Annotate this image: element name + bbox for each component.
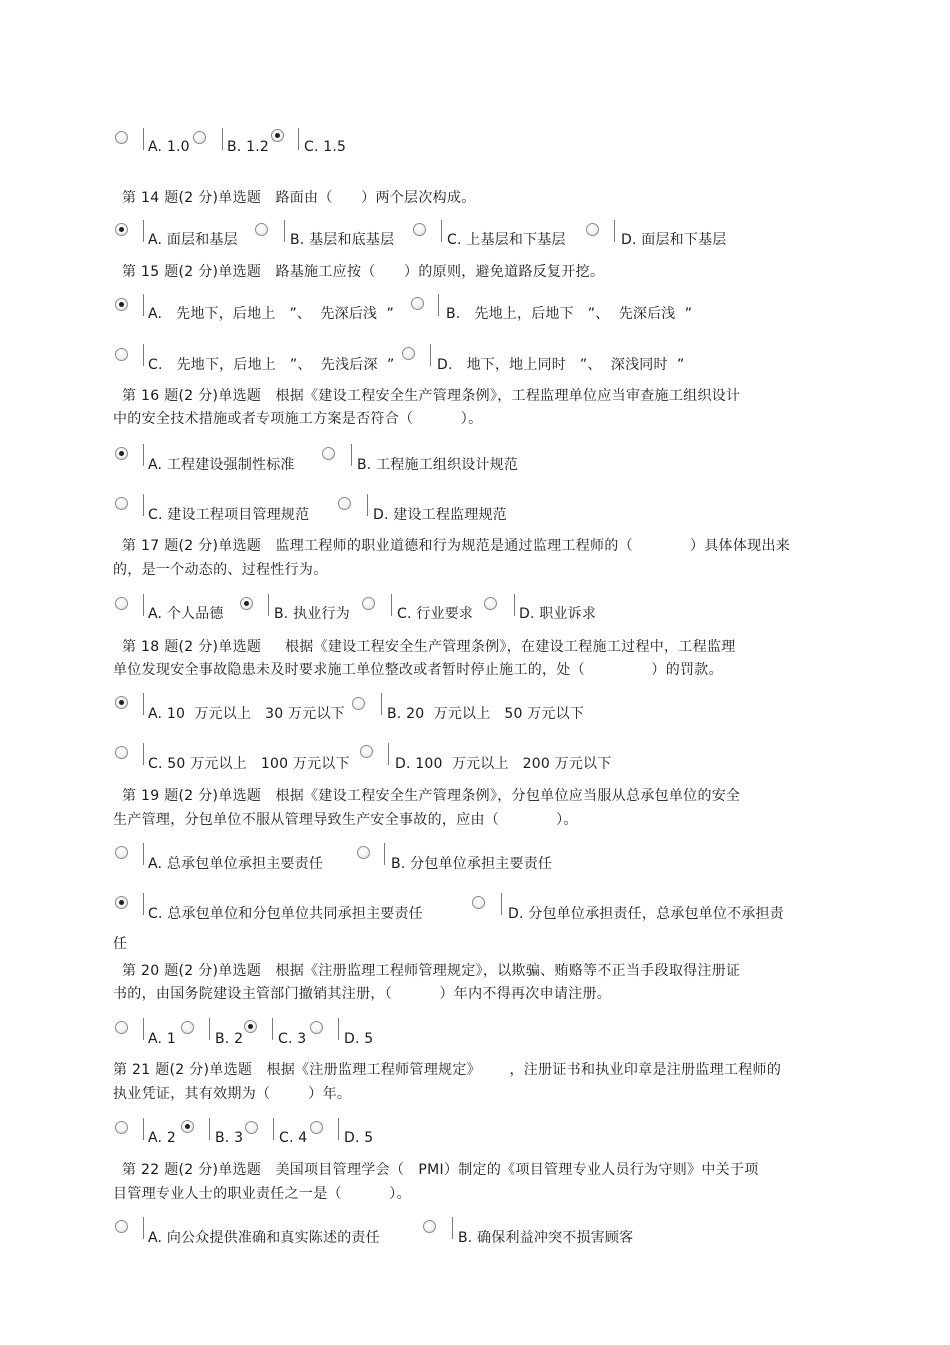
q20-option-d: D. 5	[344, 1031, 374, 1047]
q20-radio-c[interactable]	[244, 1020, 257, 1033]
q21-radio-c[interactable]	[245, 1121, 258, 1134]
q20-option-b: B. 2	[215, 1031, 244, 1047]
q17-radio-b[interactable]	[240, 597, 253, 610]
q13-option-a: A. 1.0	[148, 139, 190, 155]
q22-radio-b[interactable]	[423, 1220, 436, 1233]
q17-radio-c[interactable]	[362, 597, 375, 610]
option-divider	[338, 1118, 339, 1140]
q20-radio-a[interactable]	[115, 1021, 128, 1034]
q20-option-c: C. 3	[278, 1031, 307, 1047]
q14-radio-a[interactable]	[115, 223, 128, 236]
q21-option-a: A. 2	[148, 1130, 176, 1146]
option-divider	[143, 444, 144, 466]
q18-option-c: C. 50 万元以上 100 万元以下	[148, 756, 350, 772]
q14-radio-b[interactable]	[255, 223, 268, 236]
option-divider	[514, 594, 515, 616]
q14-option-b: B. 基层和底基层	[290, 232, 395, 248]
option-divider	[143, 344, 144, 366]
q15-radio-c[interactable]	[115, 348, 128, 361]
option-divider	[381, 693, 382, 715]
option-divider	[614, 220, 615, 242]
q15-question: 第 15 题(2 分)单选题 路基施工应按（ ）的原则，避免道路反复开挖。	[122, 264, 605, 280]
q21-option-c: C. 4	[279, 1130, 308, 1146]
q20-radio-d[interactable]	[310, 1021, 323, 1034]
q18-radio-c[interactable]	[115, 746, 128, 759]
q21-option-b: B. 3	[215, 1130, 244, 1146]
q18-radio-d[interactable]	[360, 745, 373, 758]
q16-radio-b[interactable]	[322, 447, 335, 460]
q19-option-c: C. 总承包单位和分包单位共同承担主要责任	[148, 906, 423, 922]
option-divider	[441, 220, 442, 242]
q16-option-c: C. 建设工程项目管理规范	[148, 507, 310, 523]
q21-option-d: D. 5	[344, 1130, 374, 1146]
q17-option-a: A. 个人品德	[148, 606, 224, 622]
q18-option-a: A. 10 万元以上 30 万元以下	[148, 706, 345, 722]
option-divider	[430, 344, 431, 366]
option-divider	[143, 1217, 144, 1239]
option-divider	[298, 128, 299, 150]
q17-radio-d[interactable]	[484, 597, 497, 610]
q21-radio-b[interactable]	[181, 1120, 194, 1133]
q19-radio-b[interactable]	[357, 846, 370, 859]
option-divider	[268, 594, 269, 616]
q20-option-a: A. 1	[148, 1031, 176, 1047]
q18-question: 第 18 题(2 分)单选题 根据《建设工程安全生产管理条例》，在建设工程施工过程中，工程监理	[122, 639, 736, 655]
option-divider	[273, 1118, 274, 1140]
q15-option-a: A. 先地下，后地上 ”、 先深后浅 ”	[148, 306, 394, 322]
option-divider	[452, 1217, 453, 1239]
q18-option-b: B. 20 万元以上 50 万元以下	[387, 706, 585, 722]
option-divider	[143, 494, 144, 516]
q17-question: 第 17 题(2 分)单选题 监理工程师的职业道德和行为规范是通过监理工程师的（ ）具体体现出来	[122, 538, 791, 554]
q16-option-a: A. 工程建设强制性标准	[148, 457, 295, 473]
q19-question: 第 19 题(2 分)单选题 根据《建设工程安全生产管理条例》，分包单位应当服从总承包单位的安全	[122, 788, 741, 804]
q16-radio-d[interactable]	[338, 497, 351, 510]
option-divider	[143, 693, 144, 715]
q17-option-c: C. 行业要求	[397, 606, 474, 622]
q14-option-c: C. 上基层和下基层	[447, 232, 566, 248]
option-divider	[272, 1018, 273, 1040]
q20-radio-b[interactable]	[181, 1021, 194, 1034]
option-divider	[367, 494, 368, 516]
q22-option-a: A. 向公众提供准确和真实陈述的责任	[148, 1230, 380, 1246]
option-divider	[384, 843, 385, 865]
q18-radio-a[interactable]	[115, 696, 128, 709]
option-divider	[143, 893, 144, 915]
option-divider	[143, 1118, 144, 1140]
q13-option-b: B. 1.2	[227, 139, 269, 155]
q22-radio-a[interactable]	[115, 1220, 128, 1233]
q21-question-cont: 执业凭证，其有效期为（ ）年。	[113, 1086, 352, 1102]
q17-option-b: B. 执业行为	[274, 606, 350, 622]
q19-option-b: B. 分包单位承担主要责任	[391, 856, 553, 872]
q17-radio-a[interactable]	[115, 597, 128, 610]
q19-option-d-wrap: 任	[113, 936, 128, 952]
q14-radio-d[interactable]	[586, 223, 599, 236]
q20-question-cont: 书的，由国务院建设主管部门撤销其注册，（ ）年内不得再次申请注册。	[113, 986, 612, 1002]
q19-option-d: D. 分包单位承担责任，总承包单位不承担责	[508, 906, 784, 922]
q15-radio-d[interactable]	[402, 347, 415, 360]
q21-radio-a[interactable]	[115, 1121, 128, 1134]
option-divider	[351, 444, 352, 466]
q18-question-cont: 单位发现安全事故隐患未及时要求施工单位整改或者暂时停止施工的，处（ ）的罚款。	[113, 662, 723, 678]
q22-option-b: B. 确保利益冲突不损害顾客	[458, 1230, 634, 1246]
option-divider	[143, 294, 144, 316]
option-divider	[338, 1018, 339, 1040]
option-divider	[209, 1118, 210, 1140]
q19-option-a: A. 总承包单位承担主要责任	[148, 856, 324, 872]
q22-question: 第 22 题(2 分)单选题 美国项目管理学会（ PMI）制定的《项目管理专业人员行为守则》中关于项	[122, 1162, 759, 1178]
option-divider	[222, 128, 223, 150]
option-divider	[391, 594, 392, 616]
q13-radio-a[interactable]	[115, 131, 128, 144]
option-divider	[143, 1018, 144, 1040]
q18-option-d: D. 100 万元以上 200 万元以下	[395, 756, 612, 772]
option-divider	[143, 220, 144, 242]
q19-radio-d[interactable]	[472, 896, 485, 909]
q13-option-c: C. 1.5	[304, 139, 347, 155]
q21-radio-d[interactable]	[310, 1121, 323, 1134]
q16-option-b: B. 工程施工组织设计规范	[357, 457, 519, 473]
q16-radio-a[interactable]	[115, 447, 128, 460]
option-divider	[501, 893, 502, 915]
option-divider	[284, 220, 285, 242]
q19-question-cont: 生产管理，分包单位不服从管理导致生产安全事故的，应由（ ）。	[113, 812, 578, 828]
q15-radio-a[interactable]	[115, 298, 128, 311]
q15-option-d: D. 地下，地上同时 ”、 深浅同时 ”	[437, 357, 685, 373]
q16-question: 第 16 题(2 分)单选题 根据《建设工程安全生产管理条例》，工程监理单位应当审查施工组织设计	[122, 388, 741, 404]
q13-radio-b[interactable]	[193, 131, 206, 144]
q15-radio-b[interactable]	[411, 297, 424, 310]
option-divider	[143, 843, 144, 865]
q16-option-d: D. 建设工程监理规范	[373, 507, 507, 523]
q17-option-d: D. 职业诉求	[519, 606, 597, 622]
option-divider	[143, 128, 144, 150]
option-divider	[388, 743, 389, 765]
option-divider	[209, 1018, 210, 1040]
option-divider	[143, 743, 144, 765]
q13-radio-c[interactable]	[271, 129, 284, 142]
q18-radio-b[interactable]	[352, 697, 365, 710]
q14-radio-c[interactable]	[413, 223, 426, 236]
q22-question-cont: 目管理专业人士的职业责任之一是（ ）。	[113, 1186, 411, 1202]
q20-question: 第 20 题(2 分)单选题 根据《注册监理工程师管理规定》，以欺骗、贿赂等不正当手段取得注册证	[122, 963, 741, 979]
option-divider	[438, 294, 439, 316]
option-divider	[143, 594, 144, 616]
q17-question-cont: 的，是一个动态的、过程性行为。	[113, 562, 328, 578]
q16-question-cont: 中的安全技术措施或者专项施工方案是否符合（ ）。	[113, 411, 483, 427]
q14-option-a: A. 面层和基层	[148, 232, 238, 248]
q19-radio-c[interactable]	[115, 896, 128, 909]
q15-option-b: B. 先地上，后地下 ”、 先深后浅 ”	[446, 306, 693, 322]
q16-radio-c[interactable]	[115, 497, 128, 510]
q19-radio-a[interactable]	[115, 846, 128, 859]
q14-option-d: D. 面层和下基层	[621, 232, 727, 248]
q14-question: 第 14 题(2 分)单选题 路面由（ ）两个层次构成。	[122, 190, 476, 206]
q15-option-c: C. 先地下，后地上 ”、 先浅后深 ”	[148, 357, 395, 373]
q21-question: 第 21 题(2 分)单选题 根据《注册监理工程师管理规定》 ，注册证书和执业印章是注册监理工程师的	[113, 1062, 782, 1078]
